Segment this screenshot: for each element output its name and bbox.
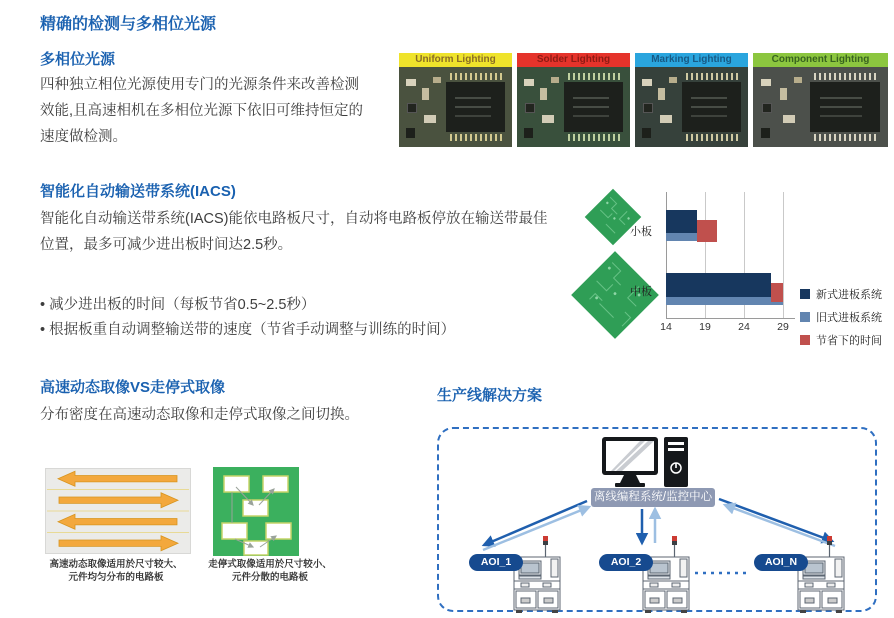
smd-component [540,88,547,100]
smd-component [761,128,770,138]
legend-swatch [800,335,810,345]
aoi-machine-icon [797,535,849,613]
bar-new [666,273,771,297]
ic-chip [446,82,505,132]
smd-component [761,79,771,86]
chip-pins [450,134,503,141]
bar-saved [771,283,783,302]
smd-component [524,79,534,86]
smd-component [783,115,795,123]
smd-component [524,128,533,138]
chart-tick-label: 29 [777,321,789,333]
chart-tick-label: 14 [660,321,672,333]
high-speed-caption [36,558,196,584]
bar-old [666,297,783,305]
smd-component [422,88,429,100]
server-computer-icon [602,437,690,489]
iacs-bullet-1: • 减少进出板的时间（每板节省0.5~2.5秒） [40,297,316,313]
smd-component [642,79,652,86]
smd-component [433,77,441,83]
lighting-figure-header: Uniform Lighting [399,53,512,67]
chip-pins [450,73,503,80]
ic-chip [564,82,623,132]
section-heading-iacs: 智能化自动输送带系统(IACS) [40,183,236,200]
smd-component [424,115,436,123]
chip-pins [814,134,877,141]
legend-label: 新式进板系统 [816,289,882,301]
station-label-aoi-n: AOI_N [754,554,808,571]
smd-component [643,103,653,113]
bar-saved [697,220,717,242]
smd-component [406,79,416,86]
legend-label: 节省下的时间 [816,335,882,347]
smd-component [542,115,554,123]
paragraph-line: 位置，最多可减少进出板时间达2.5秒。 [40,237,293,253]
production-line-diagram [437,427,877,612]
pcb-photo [399,67,512,147]
smd-component [780,88,787,100]
legend-item [800,332,882,348]
lighting-figure-marking [635,53,748,147]
lighting-figure-uniform [399,53,512,147]
section-heading-production: 生产线解决方案 [437,387,543,404]
pcb-photo [517,67,630,147]
stop-go-caption [196,558,344,584]
smd-component [762,103,772,113]
chart-tick-label: 19 [699,321,711,333]
paragraph-line: 智能化自动输送带系统(IACS)能依电路板尺寸，自动将电路板停放在输送带最佳 [40,211,548,227]
legend-item [800,309,882,325]
section-heading-lighting: 多相位光源 [40,51,116,68]
smd-component [660,115,672,123]
pcb-photo [635,67,748,147]
chart-axis-x [666,318,795,319]
caption-line: 元件分散的电路板 [231,572,308,583]
legend-swatch [800,289,810,299]
chart-legend [800,286,882,348]
high-speed-scan-diagram [45,468,191,554]
chip-pins [568,134,621,141]
smd-component [642,128,651,138]
lighting-figure-header: Component Lighting [753,53,888,67]
lighting-figure-header: Solder Lighting [517,53,630,67]
chip-pins [686,73,739,80]
legend-label: 旧式进板系统 [816,312,882,324]
ic-chip [810,82,880,132]
aoi-machine-icon [642,535,694,613]
smd-component [407,103,417,113]
chart-category-label: 小板 [630,226,652,238]
smd-component [669,77,677,83]
smd-component [794,77,802,83]
iacs-paragraph [40,206,548,258]
section-heading-imaging: 高速动态取像VS走停式取像 [40,379,226,396]
smd-component [525,103,535,113]
lighting-figure-solder [517,53,630,147]
legend-item [800,286,882,302]
caption-line: 走停式取像适用於尺寸较小、 [208,559,332,570]
lighting-paragraph [40,72,363,150]
legend-swatch [800,312,810,322]
smd-component [551,77,559,83]
lighting-figure-component [753,53,888,147]
caption-line: 高速动态取像适用於尺寸较大、 [49,559,183,570]
paragraph-line: 四种独立相位光源使用专门的光源条件来改善检测 [40,77,359,93]
chip-pins [686,134,739,141]
aoi-machine-icon [513,535,565,613]
smd-component [406,128,415,138]
chart-gridline [783,192,784,318]
lighting-figure-header: Marking Lighting [635,53,748,67]
smd-component [658,88,665,100]
ic-chip [682,82,741,132]
page-title: 精确的检测与多相位光源 [40,16,217,33]
bar-new [666,210,697,233]
chart-tick-label: 24 [738,321,750,333]
iacs-bullet-2: • 根据板重自动调整输送带的速度（节省手动调整与训练的时间） [40,322,456,338]
station-label-aoi-1: AOI_1 [469,554,523,571]
control-center-label: 离线编程系统/监控中心 [591,488,715,507]
caption-line: 元件均匀分布的电路板 [68,572,164,583]
pcb-photo [753,67,888,147]
paragraph-line: 速度做检测。 [40,129,127,145]
chip-pins [814,73,877,80]
paragraph-line: 效能,且高速相机在多相位光源下依旧可维持恒定的 [40,103,364,119]
chip-pins [568,73,621,80]
station-label-aoi-2: AOI_2 [599,554,653,571]
chart-category-label: 中板 [630,286,652,298]
imaging-paragraph: 分布密度在高速动态取像和走停式取像之间切换。 [40,407,359,423]
stop-go-scan-diagram [213,467,299,556]
